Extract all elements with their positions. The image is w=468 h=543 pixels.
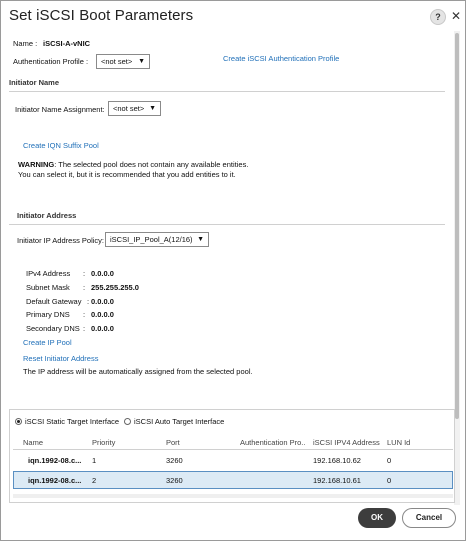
auto-target-radio[interactable]	[124, 418, 131, 425]
ipv4-address-label: IPv4 Address	[26, 269, 71, 278]
secondary-dns-label: Secondary DNS	[26, 324, 80, 333]
column-header-priority[interactable]: Priority	[92, 438, 116, 447]
ip-assignment-note: The IP address will be automatically assigned from the selected pool.	[23, 367, 253, 376]
column-header-lun-id[interactable]: LUN Id	[387, 438, 411, 447]
initiator-name-assignment-label: Initiator Name Assignment:	[15, 105, 105, 114]
column-header-iscsi-ipv4-address[interactable]: iSCSI IPV4 Address	[313, 438, 380, 447]
warning-message: : The selected pool does not contain any available entities.	[54, 160, 249, 169]
create-iqn-suffix-pool-link[interactable]: Create IQN Suffix Pool	[23, 141, 99, 150]
authentication-profile-select[interactable]	[96, 54, 150, 69]
vertical-scrollbar-thumb[interactable]	[455, 33, 459, 419]
row-lun-id: 0	[387, 476, 392, 485]
static-target-label[interactable]: iSCSI Static Target Interface	[25, 417, 120, 426]
subnet-mask-label: Subnet Mask	[26, 283, 70, 292]
primary-dns-label: Primary DNS	[26, 310, 70, 319]
secondary-dns-value: 0.0.0.0	[91, 324, 114, 333]
initiator-ip-address-policy-select[interactable]	[105, 232, 209, 247]
auto-target-label[interactable]: iSCSI Auto Target Interface	[134, 417, 225, 426]
row-priority: 2	[92, 476, 97, 485]
initiator-ip-address-policy-label: Initiator IP Address Policy:	[17, 236, 104, 245]
row-name: iqn.1992-08.c...	[28, 476, 82, 485]
create-iscsi-authentication-profile-link[interactable]: Create iSCSI Authentication Profile	[223, 54, 340, 63]
colon: :	[83, 269, 86, 278]
colon: :	[83, 310, 86, 319]
column-header-port[interactable]: Port	[166, 438, 180, 447]
colon: :	[83, 324, 86, 333]
row-port: 3260	[166, 456, 183, 465]
table-row-selected[interactable]	[13, 471, 453, 489]
row-lun-id: 0	[387, 456, 392, 465]
divider	[9, 224, 445, 225]
initiator-ip-address-policy-value: iSCSI_IP_Pool_A(12/16)	[110, 235, 193, 244]
colon: :	[87, 297, 90, 306]
reset-initiator-address-link[interactable]: Reset Initiator Address	[23, 354, 99, 363]
chevron-down-icon: ▼	[138, 58, 145, 65]
default-gateway-label: Default Gateway	[26, 297, 82, 306]
warning-label: WARNING	[18, 160, 55, 169]
ok-button[interactable]: OK	[358, 508, 396, 528]
horizontal-scrollbar[interactable]	[13, 494, 453, 498]
initiator-name-assignment-value: <not set>	[113, 104, 145, 113]
initiator-address-heading: Initiator Address	[17, 211, 77, 220]
cancel-button[interactable]: Cancel	[402, 508, 456, 528]
row-name: iqn.1992-08.c...	[28, 456, 82, 465]
name-value: iSCSI-A-vNIC	[43, 39, 91, 48]
initiator-name-heading: Initiator Name	[9, 78, 60, 87]
header-divider	[13, 449, 453, 450]
authentication-profile-value: <not set>	[101, 57, 133, 66]
static-target-radio[interactable]	[15, 418, 22, 425]
chevron-down-icon: ▼	[197, 236, 204, 243]
ipv4-address-value: 0.0.0.0	[91, 269, 114, 278]
row-priority: 1	[92, 456, 97, 465]
column-header-authentication-profile[interactable]: Authentication Pro..	[240, 438, 306, 447]
divider	[9, 91, 445, 92]
create-ip-pool-link[interactable]: Create IP Pool	[23, 338, 72, 347]
dialog-title: Set iSCSI Boot Parameters	[9, 7, 194, 24]
table-row[interactable]	[13, 452, 453, 470]
row-port: 3260	[166, 476, 183, 485]
help-icon[interactable]: ?	[430, 9, 446, 25]
subnet-mask-value: 255.255.255.0	[91, 283, 139, 292]
column-header-name[interactable]: Name	[23, 438, 44, 447]
warning-text-line1	[18, 160, 248, 169]
initiator-name-assignment-select[interactable]	[108, 101, 161, 116]
default-gateway-value: 0.0.0.0	[91, 297, 114, 306]
colon: :	[83, 283, 86, 292]
row-ipv4: 192.168.10.61	[313, 476, 361, 485]
row-ipv4: 192.168.10.62	[313, 456, 361, 465]
authentication-profile-label: Authentication Profile :	[13, 57, 89, 66]
chevron-down-icon: ▼	[149, 105, 156, 112]
name-label: Name :	[13, 39, 38, 48]
close-icon[interactable]: ✕	[450, 9, 462, 23]
warning-text-line2: You can select it, but it is recommended that you add entities to it.	[18, 170, 236, 179]
primary-dns-value: 0.0.0.0	[91, 310, 114, 319]
